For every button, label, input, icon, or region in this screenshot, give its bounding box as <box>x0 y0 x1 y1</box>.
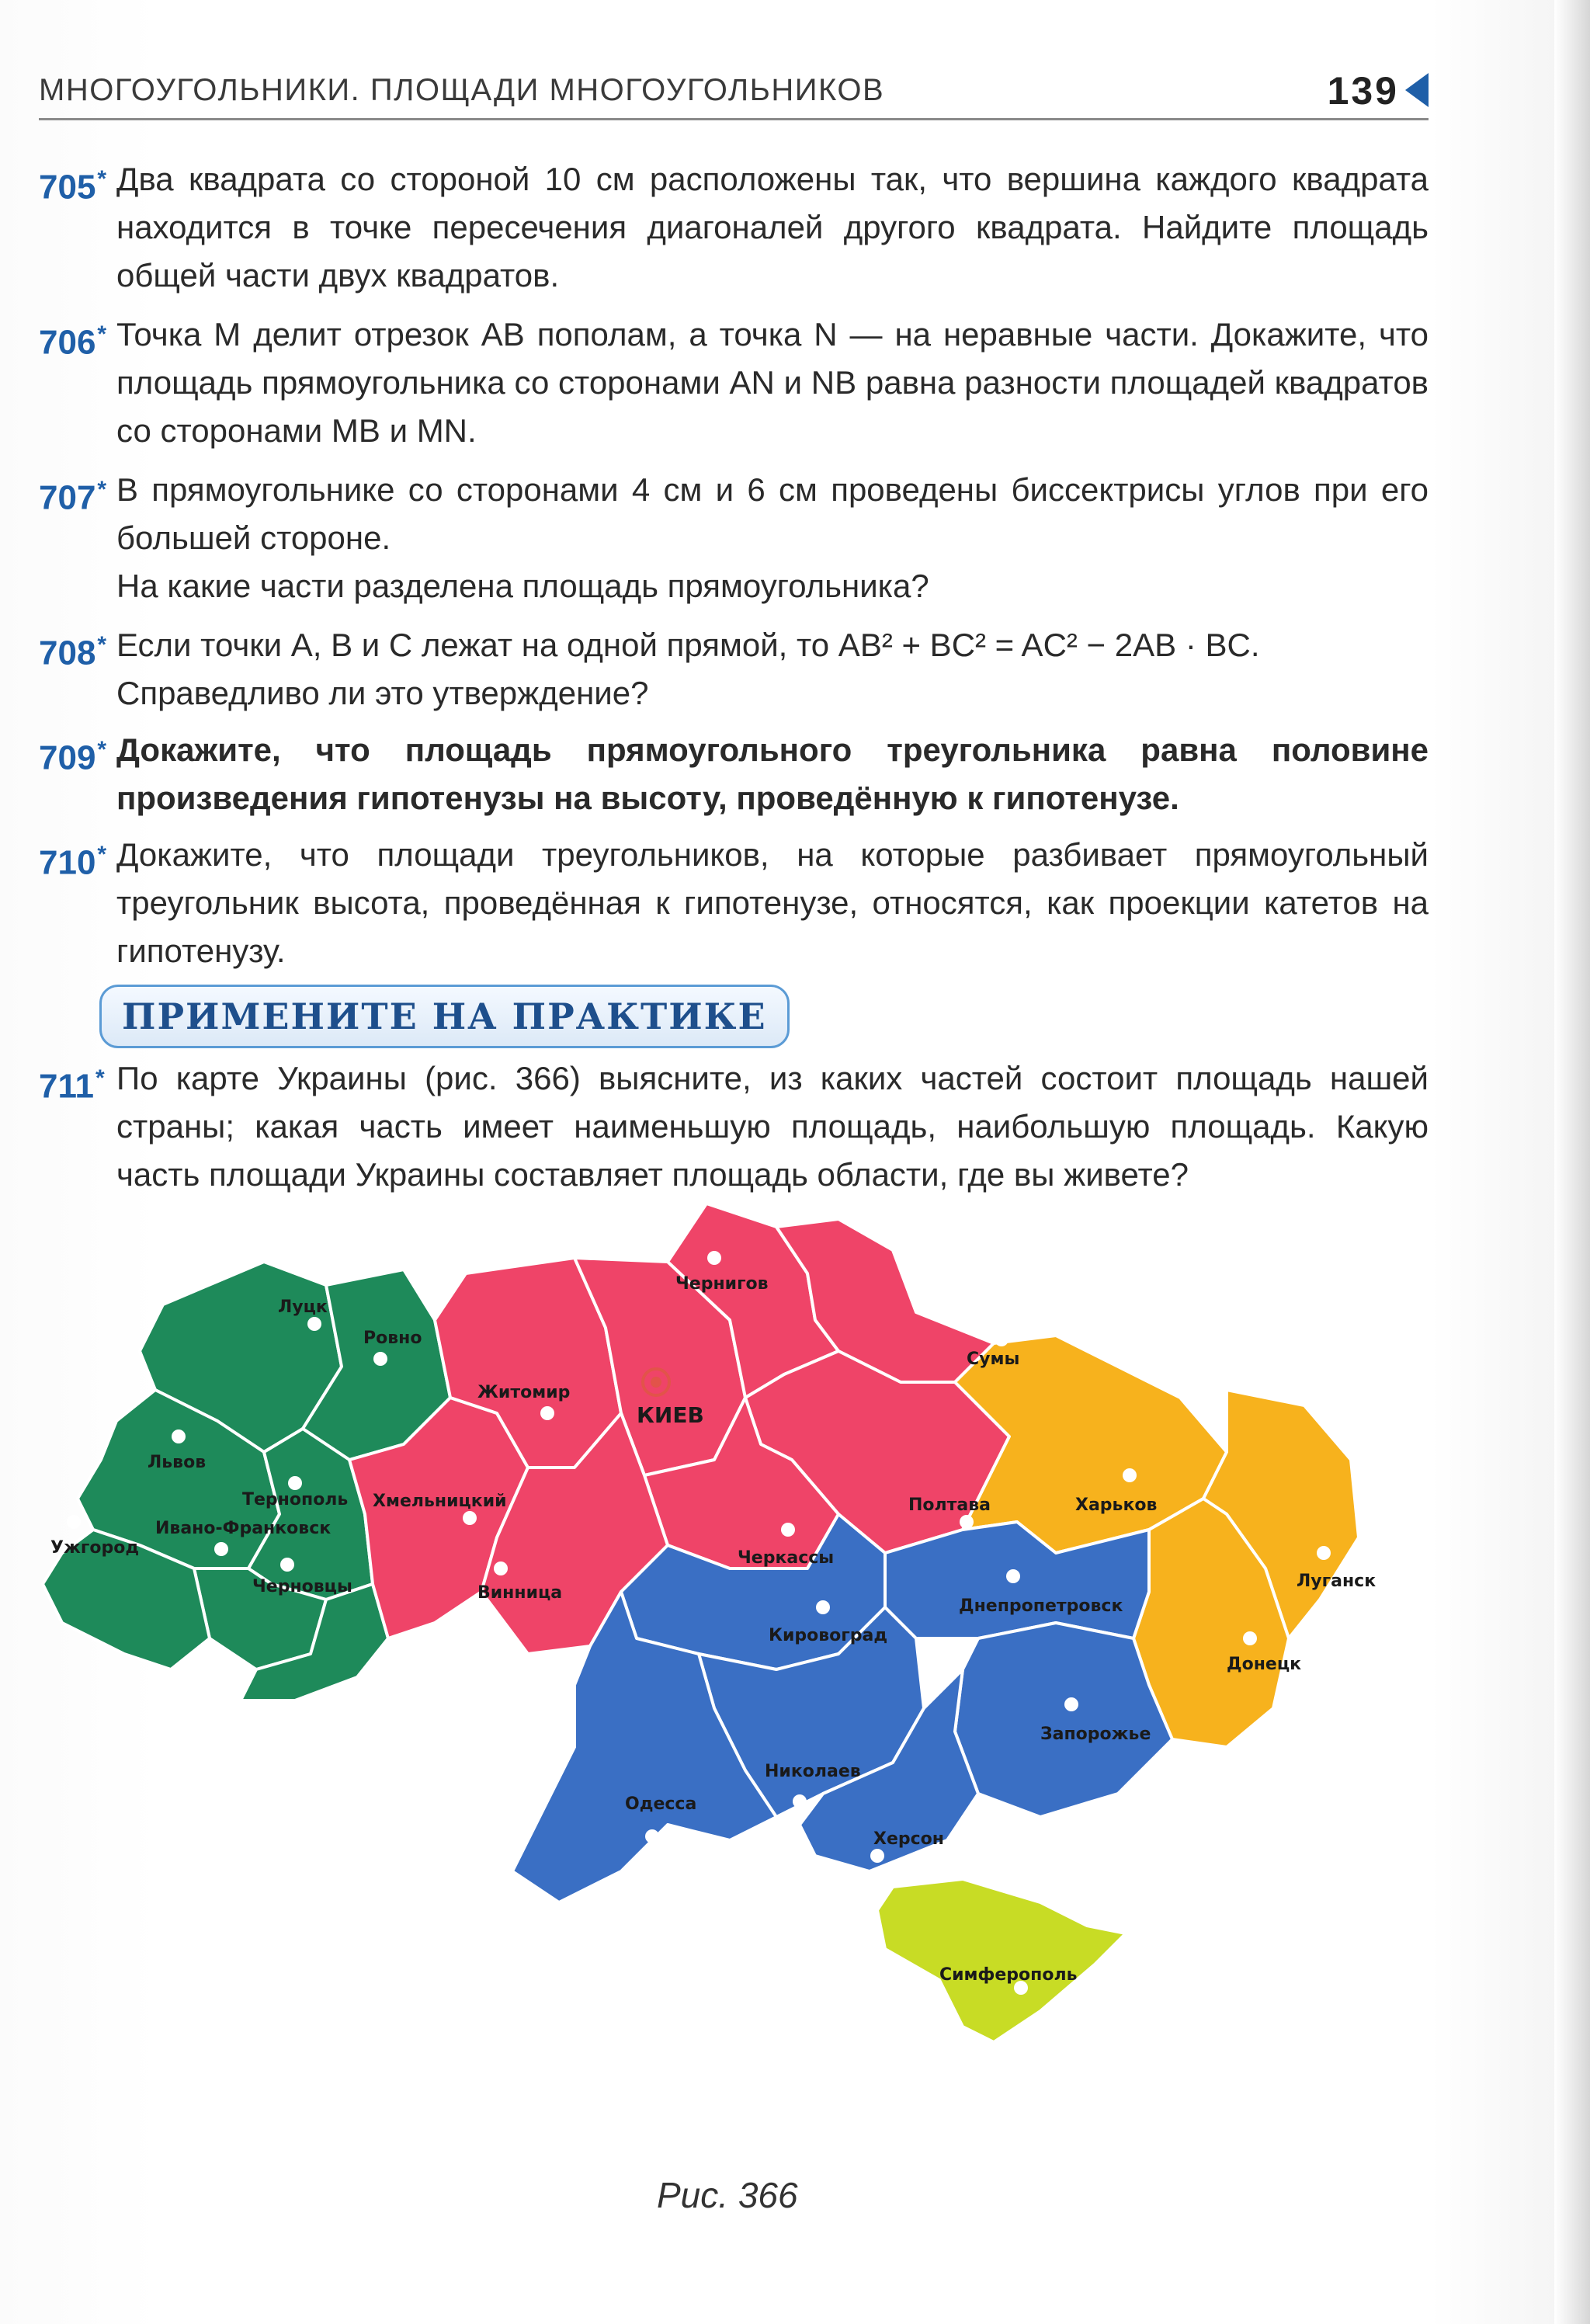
problem-text: В прямоугольнике со сторонами 4 см и 6 см проведены биссектрисы углов при его большей стороне. На какие части разделена площадь прямоугольника? <box>116 471 1429 604</box>
city-dot-chernigov <box>707 1251 721 1265</box>
page-number: 139 <box>1327 69 1399 113</box>
city-dot-lutsk <box>307 1317 321 1331</box>
city-label-kharkov: Харьков <box>1075 1495 1158 1515</box>
city-label-chernigov: Чернигов <box>675 1274 769 1294</box>
problem-number: 709 <box>39 738 96 777</box>
problem-text: Докажите, что площадь прямоугольного треугольника равна половине произведения гипотенузы на высоту, проведённую к гипотенузе. <box>116 731 1429 816</box>
city-dot-khmelnitsky <box>463 1511 477 1525</box>
problem-711 <box>39 1054 1429 1199</box>
city-dot-uzhgorod <box>67 1515 81 1529</box>
problem-705 <box>39 155 1429 300</box>
page-marker-icon <box>1405 73 1429 107</box>
problem-number: 708 <box>39 634 96 672</box>
city-label-ternopol: Тернополь <box>242 1490 349 1509</box>
city-dot-vinnitsa <box>494 1561 508 1575</box>
problem-number: 706 <box>39 323 96 362</box>
city-label-sumy: Сумы <box>967 1350 1020 1369</box>
difficulty-mark: * <box>97 632 107 658</box>
city-label-kiev: КИЕВ <box>637 1402 704 1428</box>
city-label-odessa: Одесса <box>625 1794 697 1814</box>
city-dot-ivano-frankovsk <box>214 1542 228 1556</box>
city-dot-kherson <box>870 1849 884 1863</box>
city-label-cherkassy: Черкассы <box>738 1548 835 1568</box>
figure-caption: Рис. 366 <box>657 2175 798 2215</box>
problem-text: Докажите, что площади треугольников, на которые разбивает прямоугольный треугольник высота, проведённая к гипотенузе, относятся, как проекции катетов на гипотенузу. <box>116 836 1429 969</box>
chapter-title: МНОГОУГОЛЬНИКИ. ПЛОЩАДИ МНОГОУГОЛЬНИКОВ <box>39 73 885 107</box>
city-label-ivano-frankovsk: Ивано-Франковск <box>155 1519 332 1538</box>
difficulty-mark: * <box>97 477 107 502</box>
problem-number: 711 <box>39 1067 94 1106</box>
difficulty-mark: * <box>97 737 107 763</box>
city-dot-ternopol <box>288 1476 302 1490</box>
problem-text: Точка M делит отрезок AB пополам, а точка N — на неравные части. Докажите, что площадь прямоугольника со сторонами AN и NB равна разности площадей квадратов со сторонами MB и MN. <box>116 316 1429 449</box>
city-label-dnepropetrovsk: Днепропетровск <box>959 1596 1123 1616</box>
city-dot-zaporozhye <box>1064 1697 1078 1711</box>
city-dot-cherkassy <box>781 1523 795 1537</box>
problem-number: 710 <box>39 843 96 882</box>
problem-710 <box>39 831 1429 975</box>
city-dot-odessa <box>645 1829 659 1843</box>
city-label-lvov: Львов <box>148 1453 207 1472</box>
book-spine-shadow <box>1554 0 1590 2324</box>
problem-708 <box>39 621 1429 717</box>
city-label-nikolaev: Николаев <box>765 1762 861 1781</box>
problem-number: 707 <box>39 478 96 517</box>
problem-text: Если точки A, B и C лежат на одной прямой, то AB² + BC² = AC² − 2AB · BC. Справедливо ли это утверждение? <box>116 627 1260 711</box>
capital-dot-kiev <box>651 1377 661 1388</box>
city-dot-donetsk <box>1243 1631 1257 1645</box>
ukraine-map <box>31 1204 1429 2174</box>
city-label-kherson: Херсон <box>873 1829 944 1849</box>
ukraine-map-figure <box>31 1204 1429 2174</box>
city-dot-chernovtsy <box>280 1558 294 1572</box>
difficulty-mark: * <box>97 321 107 347</box>
city-label-rovno: Ровно <box>363 1329 422 1348</box>
city-dot-poltava <box>960 1515 974 1529</box>
page-header <box>39 68 1429 120</box>
city-dot-sumy <box>995 1332 1009 1346</box>
problem-707 <box>39 466 1429 610</box>
city-label-uzhgorod: Ужгород <box>50 1538 140 1558</box>
problem-706 <box>39 311 1429 455</box>
problem-text: По карте Украины (рис. 366) выясните, из каких частей состоит площадь нашей страны; какая часть имеет наименьшую площадь, наибольшую площадь. Какую часть площади Украины составляет площадь области, где вы живете? <box>116 1060 1429 1193</box>
city-label-zaporozhye: Запорожье <box>1040 1725 1151 1744</box>
problem-number: 705 <box>39 168 96 207</box>
city-dot-lvov <box>172 1429 186 1443</box>
city-label-kirovograd: Кировоград <box>769 1626 888 1645</box>
city-label-zhitomir: Житомир <box>477 1383 571 1402</box>
city-dot-zhitomir <box>540 1406 554 1420</box>
city-label-simferopol: Симферополь <box>939 1965 1078 1985</box>
city-dot-kharkov <box>1123 1468 1137 1482</box>
problem-text: Два квадрата со стороной 10 см расположены так, что вершина каждого квадрата находится в точке пересечения диагоналей другого квадрата. Найдите площадь общей части двух квадратов. <box>116 161 1429 294</box>
city-label-lutsk: Луцк <box>278 1297 328 1317</box>
city-label-vinnitsa: Винница <box>477 1583 563 1603</box>
difficulty-mark: * <box>97 842 107 867</box>
city-label-donetsk: Донецк <box>1227 1655 1302 1674</box>
city-dot-rovno <box>373 1352 387 1366</box>
city-dot-kirovograd <box>816 1600 830 1614</box>
city-dot-dnepropetrovsk <box>1006 1569 1020 1583</box>
city-label-chernovtsy: Черновцы <box>252 1577 352 1596</box>
difficulty-mark: * <box>95 1065 105 1091</box>
problem-709 <box>39 726 1429 822</box>
city-dot-nikolaev <box>793 1794 807 1808</box>
city-dot-lugansk <box>1317 1546 1331 1560</box>
city-label-khmelnitsky: Хмельницкий <box>373 1492 507 1511</box>
region-crimea <box>877 1879 1126 2042</box>
difficulty-mark: * <box>97 166 107 192</box>
city-label-poltava: Полтава <box>908 1495 991 1515</box>
practice-heading: ПРИМЕНИТЕ НА ПРАКТИКЕ <box>99 985 790 1048</box>
city-label-lugansk: Луганск <box>1297 1572 1376 1591</box>
